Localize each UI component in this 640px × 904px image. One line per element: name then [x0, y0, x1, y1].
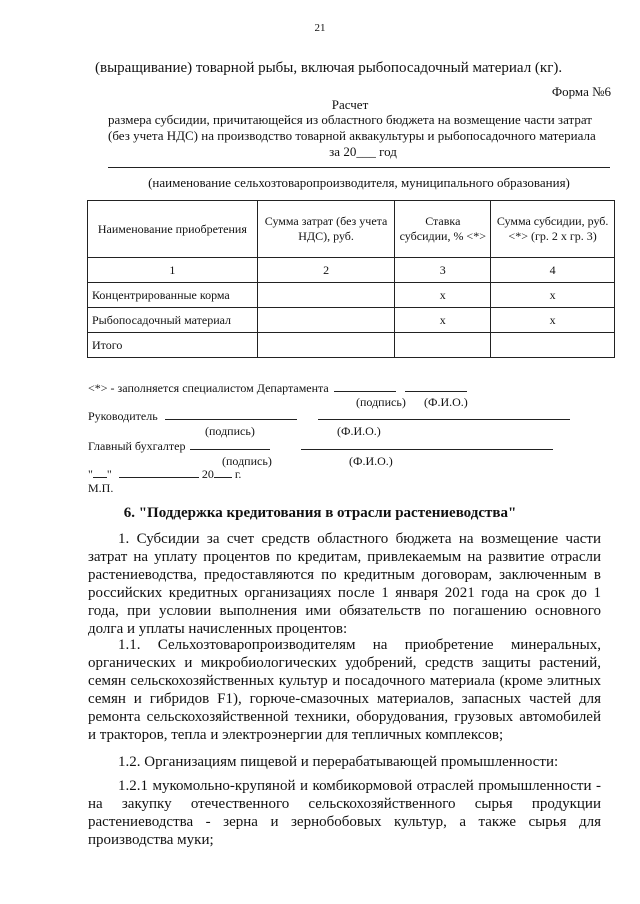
table-row [88, 308, 615, 333]
subsidy-table [87, 200, 615, 358]
row-rate: х [395, 308, 491, 333]
date-year-suffix: г. [234, 467, 242, 481]
accountant-fio-caption: (Ф.И.О.) [349, 454, 393, 468]
row-subsidy: х [491, 308, 615, 333]
date-year-prefix: 20 [201, 467, 214, 481]
intro-line: (выращивание) товарной рыбы, включая рыбопосадочный материал (кг). [95, 60, 563, 76]
row-rate: х [395, 283, 491, 308]
footnote-fio-caption: (Ф.И.О.) [424, 395, 468, 409]
column-number: 4 [491, 258, 615, 283]
accountant-podpis-caption: (подпись) [222, 454, 272, 468]
calc-title: Расчет [331, 97, 369, 112]
accountant-signature-row [88, 438, 553, 454]
paragraph-1-1: 1.1. Сельхозтоваропроизводителям на приобретение минеральных, органических и микробиологических удобрений, средств защиты растений, семян сельскохозяйственных культур и посадочного материала (кроме элитных семян и гибридов F1), горюче-смазочных материалов, запасных частей для ремонта сельскохозяйственной техники, оборудования, грузовых автомобилей и тракторов, тепла и электроэнергии для тепличных комплексов; [88, 637, 601, 743]
stamp-place: М.П. [88, 481, 114, 495]
fio-line [405, 380, 467, 392]
paragraph-1: 1. Субсидии за счет средств областного бюджета на возмещение части затрат на уплату процентов по кредитам, привлекаемым на развитие отрасли растениеводства, предоставляются по кредитным договорам, заключенным в российских кредитных организациях после 1 января 2021 года на срок до 1 года, при условии выполнения ими обязательств по погашению основного долга и уплаты начисленных процентов: [88, 531, 601, 637]
head-signature-row [88, 408, 570, 424]
header-cell: Сумма затрат (без учета НДС), руб. [257, 201, 395, 258]
date-quote-close: " [106, 467, 112, 481]
table-header-row [88, 201, 615, 258]
header-cell: Ставка субсидии, % <*> [395, 201, 491, 258]
date-row [88, 466, 241, 482]
name-caption: (наименование сельхозтоваропроизводителя, муниципального образования) [148, 175, 570, 190]
column-number: 3 [395, 258, 491, 283]
head-signature-line [165, 408, 297, 420]
calc-desc-line-2: (без учета НДС) на производство товарной аквакультуры и рыбопосадочного материала [108, 128, 596, 143]
calc-desc-line-3: за 20___ год [329, 144, 397, 159]
column-number: 2 [257, 258, 395, 283]
row-sum [257, 308, 395, 333]
header-cell: Сумма субсидии, руб. <*> (гр. 2 х гр. 3) [491, 201, 615, 258]
table-row [88, 283, 615, 308]
row-subsidy [491, 333, 615, 358]
table-row-total [88, 333, 615, 358]
accountant-signature-line [190, 438, 270, 450]
section-title: 6. "Поддержка кредитования в отрасли растениеводства" [123, 505, 517, 521]
paragraph-1-2-1: 1.2.1 мукомольно-крупяной и комбикормовой отраслей промышленности - на закупку отечественного сельскохозяйственного сырья продукции растениеводства - зерна и зернобобовых культур, а также сырья для производства муки; [88, 778, 601, 848]
page-number: 21 [314, 22, 326, 34]
paragraph-1-2: 1.2. Организациям пищевой и перерабатывающей промышленности: [118, 754, 559, 770]
footnote [88, 380, 467, 396]
accountant-fio-line [301, 438, 553, 450]
date-quote-open: " [88, 467, 93, 481]
column-number: 1 [88, 258, 258, 283]
head-label: Руководитель [88, 409, 158, 423]
accountant-label: Главный бухгалтер [88, 439, 186, 453]
head-fio-caption: (Ф.И.О.) [337, 424, 381, 438]
row-sum [257, 283, 395, 308]
signature-line [334, 380, 396, 392]
row-subsidy: х [491, 283, 615, 308]
row-name: Концентрированные корма [88, 283, 258, 308]
calc-description [108, 112, 618, 160]
row-name: Итого [88, 333, 258, 358]
date-day-line [93, 466, 107, 478]
column-number-row [88, 258, 615, 283]
row-rate [395, 333, 491, 358]
date-month-line [119, 466, 199, 478]
date-year-line [214, 466, 232, 478]
name-underline [108, 167, 610, 168]
row-sum [257, 333, 395, 358]
calc-desc-line-1: размера субсидии, причитающейся из областного бюджета на возмещение части затрат [108, 112, 592, 127]
footnote-text: <*> - заполняется специалистом Департамента [88, 381, 329, 395]
head-fio-line [318, 408, 570, 420]
footnote-podpis-caption: (подпись) [356, 395, 406, 409]
head-podpis-caption: (подпись) [205, 424, 255, 438]
row-name: Рыбопосадочный материал [88, 308, 258, 333]
form-number: Форма №6 [551, 84, 611, 99]
header-cell: Наименование приобретения [88, 201, 258, 258]
